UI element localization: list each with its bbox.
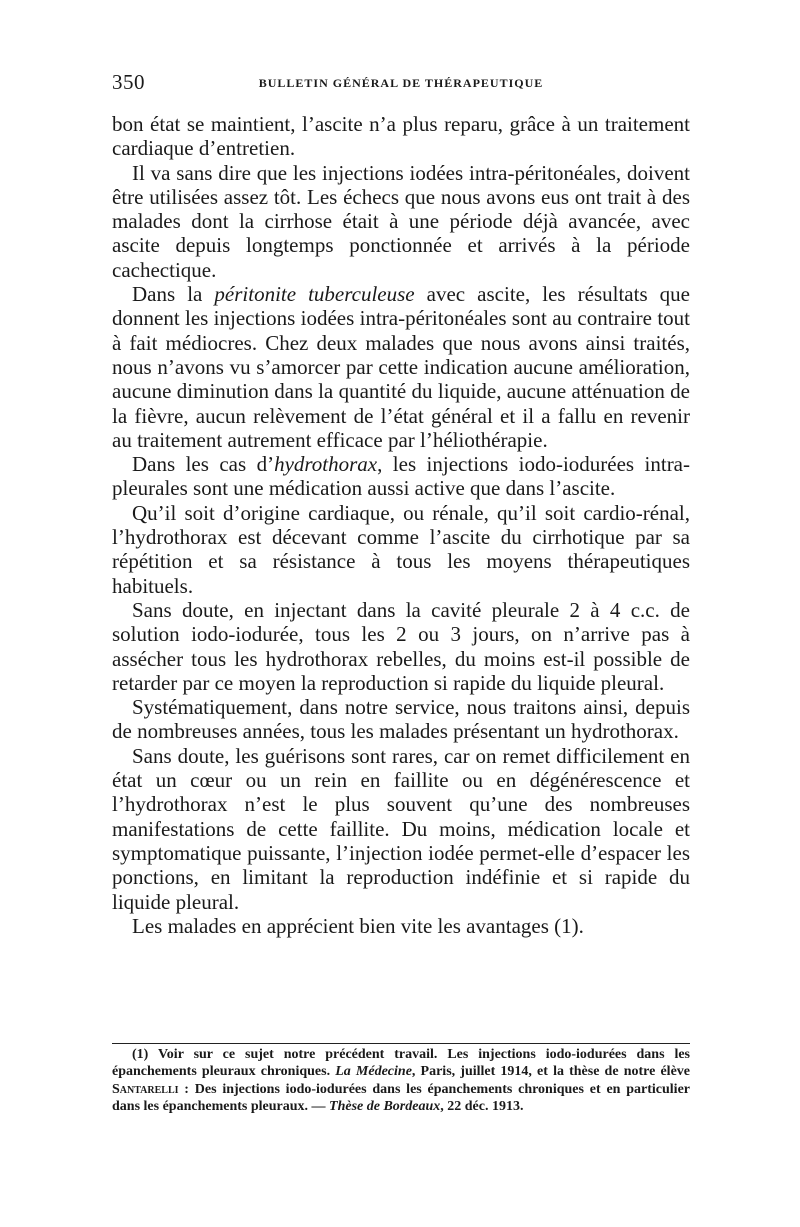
footnote-text: , Paris, juillet 1914, et la thèse de notre élève: [411, 1064, 690, 1080]
page-header: [112, 70, 690, 100]
footnote-thesis: Thèse de Bordeaux: [329, 1098, 441, 1114]
footnote-student: Santarelli: [112, 1081, 179, 1097]
paragraph-continuation: bon état se maintient, l’ascite n’a plus reparu, grâce à un traitement cardiaque d’entretien.: [112, 112, 690, 161]
footnote-text: : Des injections iodo-iodurées dans les épanchements chroniques et en particulier dans les épanchements pleuraux. —: [112, 1081, 690, 1114]
paragraph-hydrothorax: [112, 452, 690, 501]
footnote-1: [112, 1046, 690, 1115]
running-title: BULLETIN GÉNÉRAL DE THÉRAPEUTIQUE: [258, 76, 544, 90]
footnote-text: , 22 déc. 1913.: [440, 1098, 524, 1114]
paragraph-text: Dans la: [132, 282, 215, 307]
footnote-journal: La Médecine: [335, 1064, 412, 1080]
paragraph-text: avec ascite, les résultats que donnent les injections iodées intra-péritonéales sont au contraire tout à fait médiocres. Chez deux malades que nous avons ainsi traités, nous n’avons vu s’amorcer par cette indication aucune amélioration, aucune diminution dans la quantité du liquide, aucune atténuation de la fièvre, aucun relèvement de l’état général et il a fallu en revenir au traitement autrement efficace par l’héliothérapie.: [112, 282, 690, 452]
paragraph-origin: Qu’il soit d’origine cardiaque, ou rénale, qu’il soit cardio-rénal, l’hydrothorax est décevant comme l’ascite du cirrhotique par sa répétition et sa résistance à tous les moyens thérapeutiques habituels.: [112, 500, 690, 598]
footnote-text: (1) Voir sur ce sujet notre précédent travail. Les injections iodo-iodurées dans les épanchements pleuraux chroniques.: [112, 1047, 690, 1080]
paragraph-cures-rare: Sans doute, les guérisons sont rares, car on remet difficilement en état un cœur ou un rein en faillite ou en dégénérescence et l’hydrothorax n’est le plus souvent qu’une des nombreuses manifestations de cette faillite. Du moins, médication locale et symptomatique puissante, l’injection iodée permet-elle d’espacer les ponctions, en limitant la reproduction indéfinie et si rapide du liquide pleural.: [112, 743, 690, 914]
page-number: 350: [112, 70, 145, 94]
paragraph-systematic: Systématiquement, dans notre service, nous traitons ainsi, depuis de nombreuses années, tous les malades présentant un hydrothorax.: [112, 695, 690, 744]
footnotes: [112, 1046, 690, 1115]
paragraph-text: Dans les cas d’: [132, 452, 275, 477]
emphasis-term: hydrothorax: [274, 452, 378, 477]
emphasis-term: péritonite tuberculeuse: [214, 282, 415, 307]
body-text: [112, 112, 690, 938]
paragraph-text: , les injections iodo-iodurées intra-pleurales sont une médication aussi active que dans l’ascite.: [112, 452, 690, 501]
paragraph-advantages: Les malades en apprécient bien vite les avantages (1).: [132, 913, 584, 938]
footnote-rule: [112, 1043, 690, 1044]
paragraph-early-injections: Il va sans dire que les injections iodées intra-péritonéales, doivent être utilisées assez tôt. Les échecs que nous avons eus ont trait à des malades dont la cirrhose était à une période déjà avancée, avec ascite depuis longtemps ponctionnée et arrivés à la période cachectique.: [112, 160, 690, 282]
paragraph-pleural-injection: Sans doute, en injectant dans la cavité pleurale 2 à 4 c.c. de solution iodo-iodurée, tous les 2 ou 3 jours, on n’arrive pas à assécher tous les hydrothorax rebelles, du moins est-il possible de retarder par ce moyen la reproduction si rapide du liquide pleural.: [112, 597, 690, 695]
paragraph-tuberculous-peritonitis: [112, 282, 690, 452]
